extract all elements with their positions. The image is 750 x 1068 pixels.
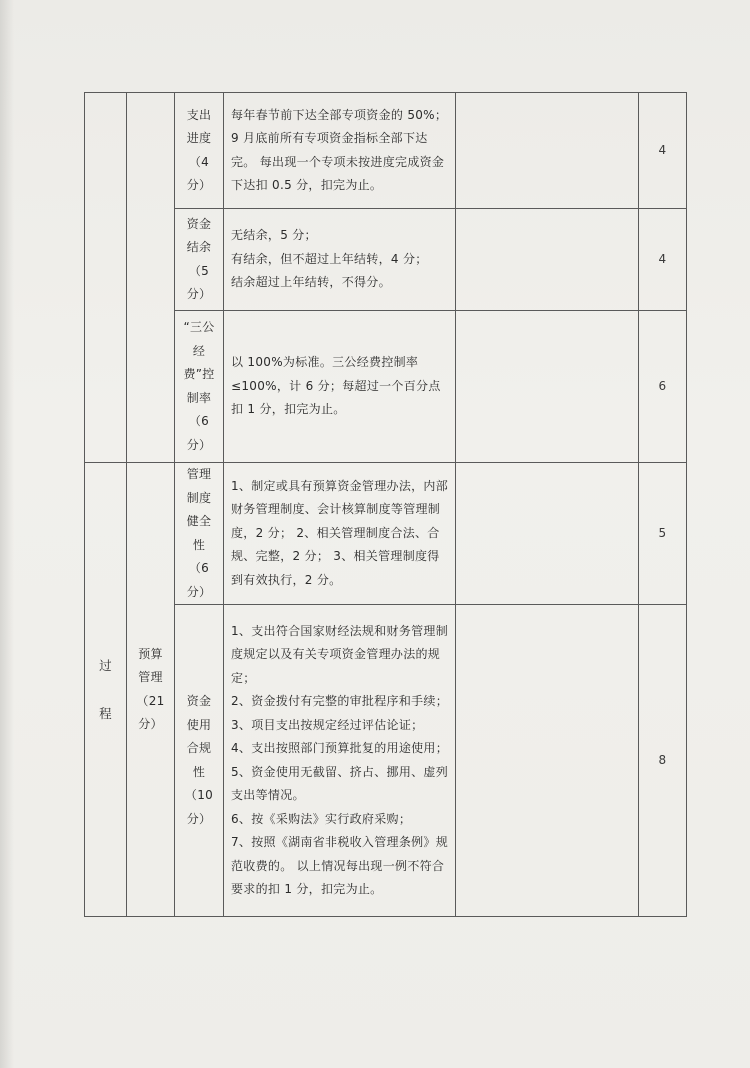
indicator-label: 支出进度（4分） — [186, 107, 212, 192]
criteria-cell — [224, 93, 456, 209]
table-row — [85, 463, 687, 605]
criteria-line: 以 100%为标准。三公经费控制率≤100%，计 6 分；每超过一个百分点扣 1 分，扣完为止。 — [231, 355, 441, 417]
criteria-line: 结余超过上年结转，不得分。 — [231, 275, 391, 290]
criteria-line: 9 月底前所有专项资金指标全部下达完。 每出现一个专项未按进度完成资金下达扣 0.5 分，扣完为止。 — [231, 131, 445, 192]
criteria-line: 4、支出按照部门预算批复的用途使用； — [231, 741, 449, 755]
criteria-line: 无结余，5 分； — [231, 228, 317, 243]
remark-cell — [456, 209, 639, 311]
score-cell: 4 — [639, 93, 687, 209]
criteria-cell — [224, 463, 456, 605]
level1-cell — [85, 463, 127, 917]
table-row — [85, 93, 687, 209]
criteria-cell — [224, 209, 456, 311]
criteria-line: 2、资金拨付有完整的审批程序和手续； — [231, 694, 449, 708]
level1-label — [89, 654, 122, 725]
level1-cell-continued — [85, 93, 127, 463]
criteria-line: 1、制定或具有预算资金管理办法，内部财务管理制度、会计核算制度等管理制度，2 分； 2、相关管理制度合法、合规、完整，2 分； 3、相关管理制度得到有效执行，2 分。 — [231, 478, 449, 587]
remark-cell — [456, 463, 639, 605]
page-edge-shadow — [0, 0, 14, 1068]
score-cell: 5 — [639, 463, 687, 605]
indicator-cell — [175, 93, 224, 209]
criteria-line: 有结余，但不超过上年结转，4 分； — [231, 251, 428, 266]
criteria-line: 5、资金使用无截留、挤占、挪用、虚列支出等情况。 — [231, 764, 449, 802]
level2-cell-continued — [127, 93, 175, 463]
indicator-cell — [175, 463, 224, 605]
indicator-label: 资金结余（5分） — [186, 216, 212, 301]
score-cell: 6 — [639, 311, 687, 463]
indicator-cell — [175, 311, 224, 463]
level2-label: 预算管理（21分） — [136, 646, 165, 731]
indicator-label: “三公经费”控制率（6分） — [183, 320, 215, 452]
score-cell: 8 — [639, 605, 687, 917]
indicator-label: 管理制度健全性（6分） — [186, 467, 212, 599]
spacer — [89, 678, 122, 702]
criteria-line: 7、按照《湖南省非税收入管理条例》规范收费的。 以上情况每出现一例不符合要求的扣 1 分，扣完为止。 — [231, 835, 449, 896]
remark-cell — [456, 605, 639, 917]
criteria-cell — [224, 311, 456, 463]
indicator-label: 资金使用合规性（10分） — [184, 694, 214, 826]
criteria-line: 6、按《采购法》实行政府采购； — [231, 811, 412, 826]
table-row — [85, 311, 687, 463]
criteria-line: 每年春节前下达全部专项资金的 50%； — [231, 107, 448, 122]
remark-cell — [456, 311, 639, 463]
level1-char: 过 — [99, 658, 112, 673]
indicator-cell — [175, 209, 224, 311]
indicator-cell — [175, 605, 224, 917]
criteria-cell — [224, 605, 456, 917]
criteria-line: 3、项目支出按规定经过评估论证； — [231, 717, 424, 732]
remark-cell — [456, 93, 639, 209]
evaluation-score-table — [84, 92, 687, 917]
score-cell: 4 — [639, 209, 687, 311]
level1-char: 程 — [99, 705, 112, 721]
criteria-line: 1、支出符合国家财经法规和财务管理制度规定以及有关专项资金管理办法的规定； — [231, 623, 449, 685]
level2-cell — [127, 463, 175, 917]
table-row — [85, 605, 687, 917]
table-row — [85, 209, 687, 311]
